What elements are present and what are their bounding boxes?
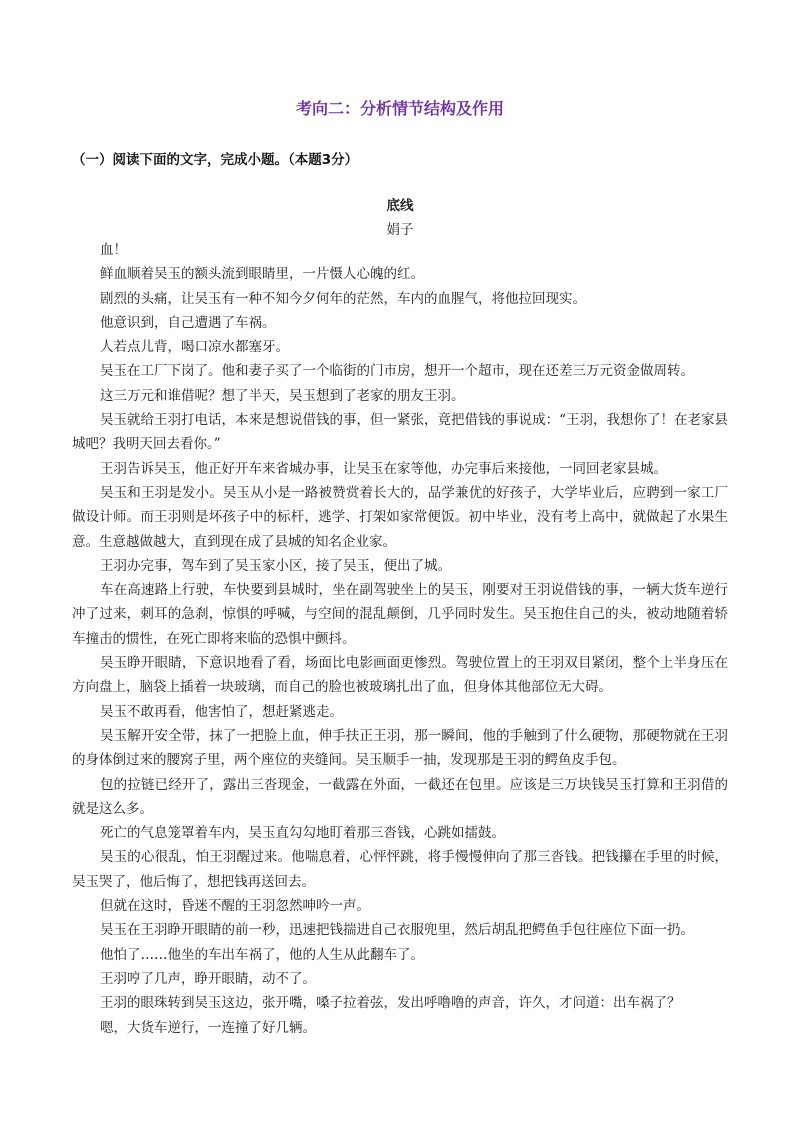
story-paragraph: 吴玉的心很乱，怕王羽醒过来。他喘息着，心怦怦跳，将手慢慢伸向了那三沓钱。把钱攥在手里的时候，吴玉哭了，他后悔了，想把钱再送回去。 [72, 849, 728, 890]
story-paragraph: 吴玉不敢再看，他害怕了，想赶紧逃走。 [100, 703, 343, 720]
story-paragraph: 他意识到，自己遭遇了车祸。 [100, 314, 276, 331]
story-paragraph: 包的拉链已经开了，露出三沓现金，一截露在外面，一截还在包里。应该是三万块钱吴玉打算和王羽借的就是这么多。 [72, 776, 728, 817]
section-title: 考向二：分析情节结构及作用 [295, 99, 504, 118]
story-paragraph: 吴玉睁开眼睛，下意识地看了看，场面比电影画面更惨烈。驾驶位置上的王羽双目紧闭，整个上半身压在方向盘上，脑袋上插着一块玻璃，而自己的脸也被玻璃扎出了血，但身体其他部位无大碍。 [72, 655, 728, 696]
story-paragraph: 血！ [100, 242, 127, 258]
story-paragraph: 王羽告诉吴玉，他正好开车来省城办事，让吴玉在家等他，办完事后来接他，一同回老家县城。 [100, 460, 667, 477]
story-paragraph: 但就在这时，昏迷不醒的王羽忽然呻吟一声。 [100, 898, 370, 915]
story-paragraph: 吴玉解开安全带，抹了一把脸上血，伸手扶正王羽，那一瞬间，他的手触到了什么硬物，那硬物就在王羽的身体倒过来的腰窝子里，两个座位的夹缝间。吴玉顺手一抽，发现那是王羽的鳄鱼皮手包。 [72, 727, 728, 769]
story-paragraph: 王羽办完事，驾车到了吴玉家小区，接了吴玉，便出了城。 [100, 557, 451, 574]
story-author: 娟子 [386, 222, 414, 238]
story-paragraph: 人若点儿背，喝口凉水都塞牙。 [100, 339, 289, 356]
story-paragraph: 吴玉在工厂下岗了。他和妻子买了一个临街的门市房，想开一个超市，现在还差三万元资金做周转。 [100, 363, 694, 380]
story-paragraph: 这三万元和谁借呢？想了半天，吴玉想到了老家的朋友王羽。 [100, 387, 465, 404]
story-body [72, 238, 728, 1040]
story-paragraph: 吴玉和王羽是发小。吴玉从小是一路被赞赏着长大的，品学兼优的好孩子，大学毕业后，应聘到一家工厂做设计师。而王羽则是坏孩子中的标杆，逃学、打架如家常便饭。初中毕业，没有考上高中，就做起了水果生意。生意越做越大，直到现在成了县城的知名企业家。 [72, 484, 728, 550]
story-paragraph: 他怕了……他坐的车出车祸了，他的人生从此翻车了。 [100, 946, 424, 963]
story-paragraph: 剧烈的头痛，让吴玉有一种不知今夕何年的茫然，车内的血腥气，将他拉回现实。 [100, 290, 586, 307]
question-heading: （一）阅读下面的文字，完成小题。（本题3分） [72, 152, 359, 168]
story-paragraph: 吴玉就给王羽打电话，本来是想说借钱的事，但一紧张，竟把借钱的事说成：“王羽，我想你了！在老家县城吧？我明天回去看你。” [72, 412, 728, 453]
story-title: 底线 [386, 198, 414, 214]
story-paragraph: 王羽的眼珠转到吴玉这边，张开嘴，嗓子拉着弦，发出呼噜噜的声音，许久，才问道：出车祸了？ [100, 995, 681, 1012]
story-paragraph: 嗯，大货车逆行，一连撞了好几辆。 [100, 1019, 316, 1036]
story-paragraph: 吴玉在王羽睁开眼睛的前一秒，迅速把钱揣进自己衣服兜里，然后胡乱把鳄鱼手包往座位下面一扔。 [100, 922, 694, 939]
story-paragraph: 车在高速路上行驶，车快要到县城时，坐在副驾驶坐上的吴玉，刚要对王羽说借钱的事，一辆大货车逆行冲了过来，刺耳的急刹，惊惧的呼喊，与空间的混乱颠倒，几乎同时发生。吴玉抱住自己的头，被动地随着轿车撞击的惯性，在死亡即将来临的恐惧中颤抖。 [72, 582, 728, 647]
story-paragraph: 死亡的气息笼罩着车内，吴玉直勾勾地盯着那三沓钱，心跳如擂鼓。 [100, 825, 505, 842]
story-paragraph: 鲜血顺着吴玉的额头流到眼睛里，一片慑人心魄的红。 [100, 266, 424, 283]
story-paragraph: 王羽哼了几声，睁开眼睛，动不了。 [100, 970, 316, 987]
